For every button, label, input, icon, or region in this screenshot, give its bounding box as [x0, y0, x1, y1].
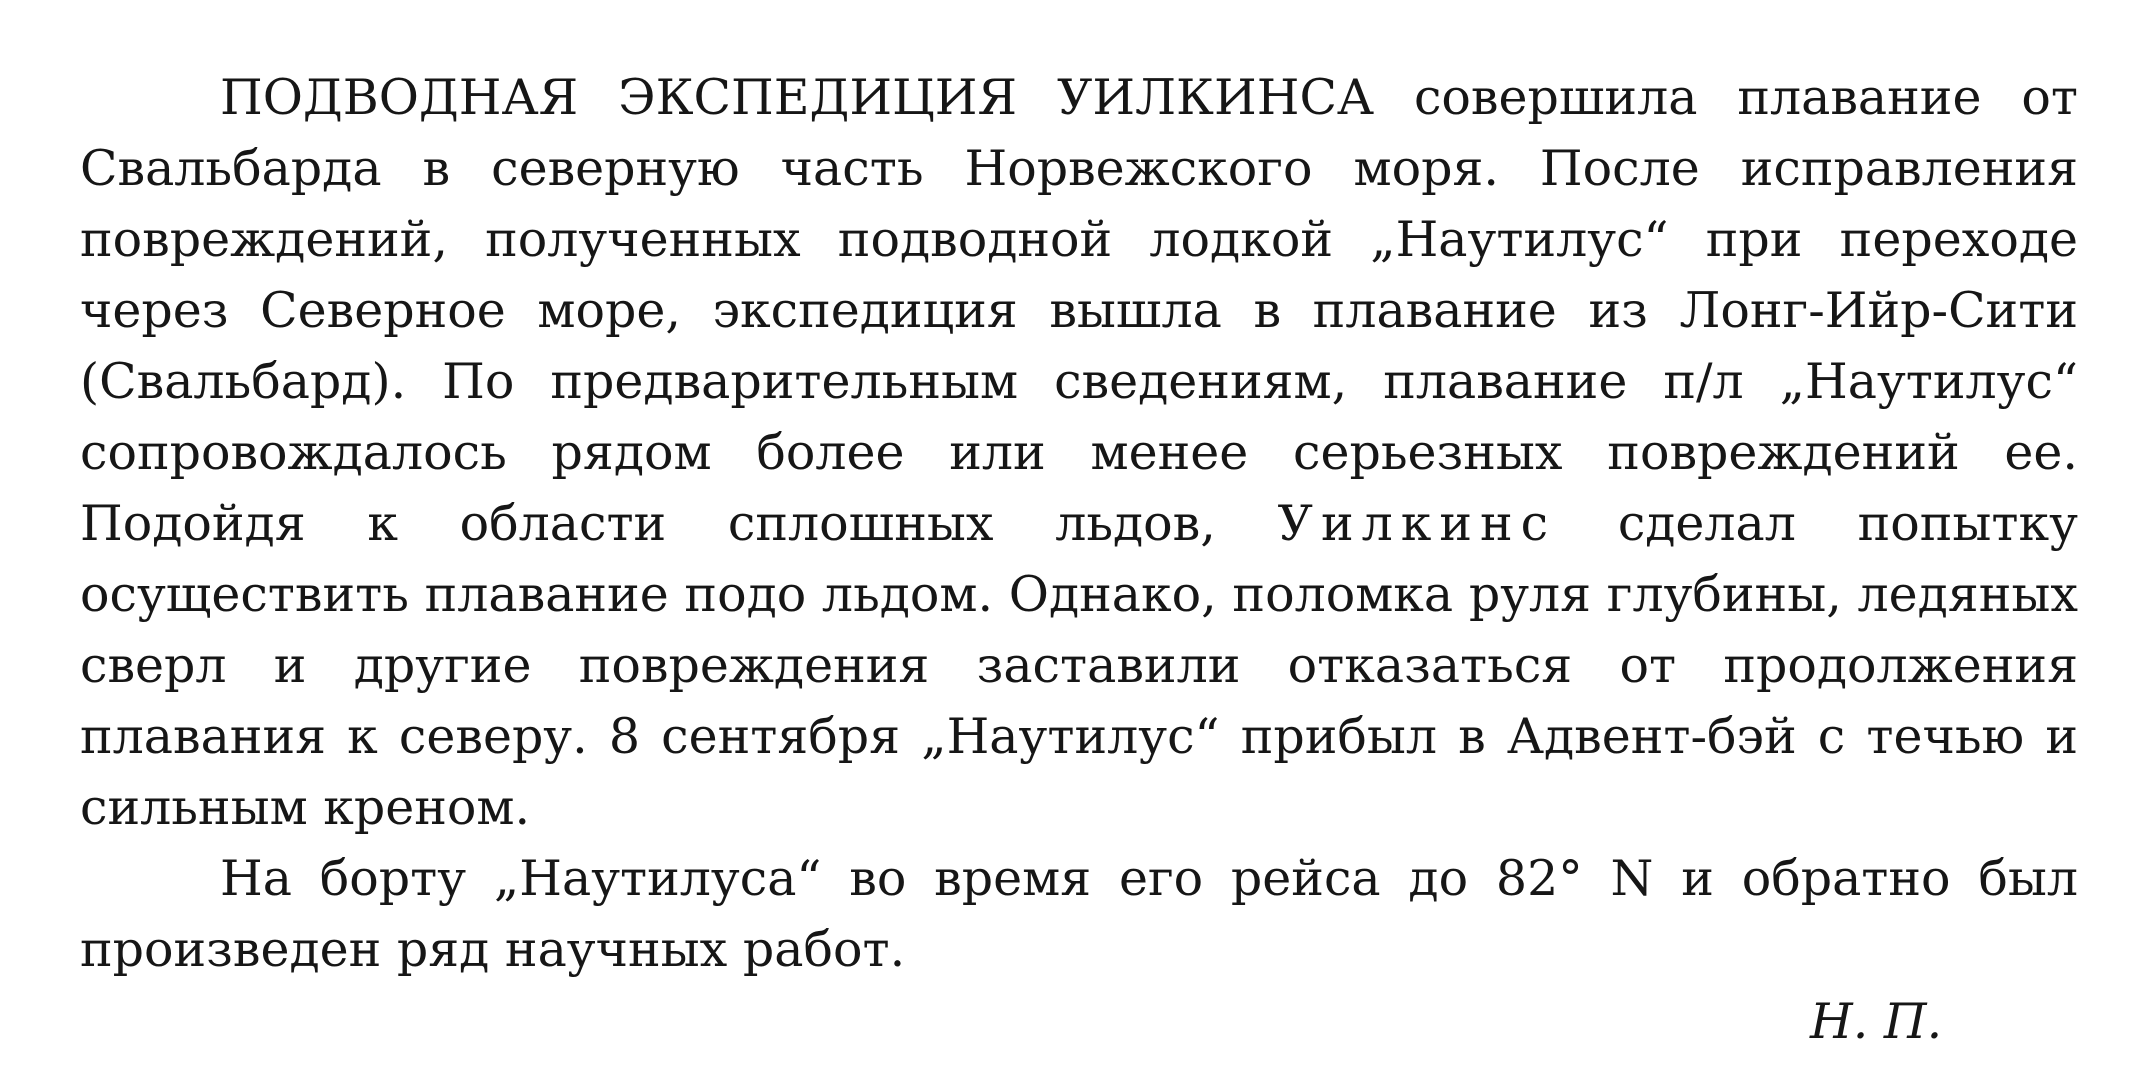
- author-initials: Н. П.: [1810, 993, 1943, 1050]
- heading-lead: ПОДВОДНАЯ ЭКСПЕДИЦИЯ УИЛКИНСА: [220, 69, 1375, 126]
- document-page: [80, 62, 2078, 985]
- paragraph-text-part-a: совершила плавание от Свальбарда в северную часть Норвежского моря. После исправления повреждений, полученных подводной лодкой „Наутилус“ при переходе через Северное море, экспедиция вышла в плавание из Лонг-Ийр-Сити (Свальбард). По предварительным сведениям, плавание п/л „Наутилус“ сопровождалось рядом более или менее серьезных повреждений ее. Подойдя к области сплошных льдов,: [80, 69, 2078, 552]
- paragraph-expedition: [80, 62, 2078, 843]
- paragraph-scientific-work: На борту „Наутилуса“ во время его рейса до 82° N и обратно был произведен ряд научных работ.: [80, 850, 2078, 978]
- paragraph-text-part-b: сделал попытку осуществить плавание подо льдом. Однако, поломка руля глубины, ледяных сверл и другие повреждения заставили отказаться от продолжения плавания к северу. 8 сентября „Наутилус“ прибыл в Адвент-бэй с течью и сильным креном.: [80, 495, 2078, 836]
- spaced-name-wilkins: Уилкинс: [1277, 495, 1557, 552]
